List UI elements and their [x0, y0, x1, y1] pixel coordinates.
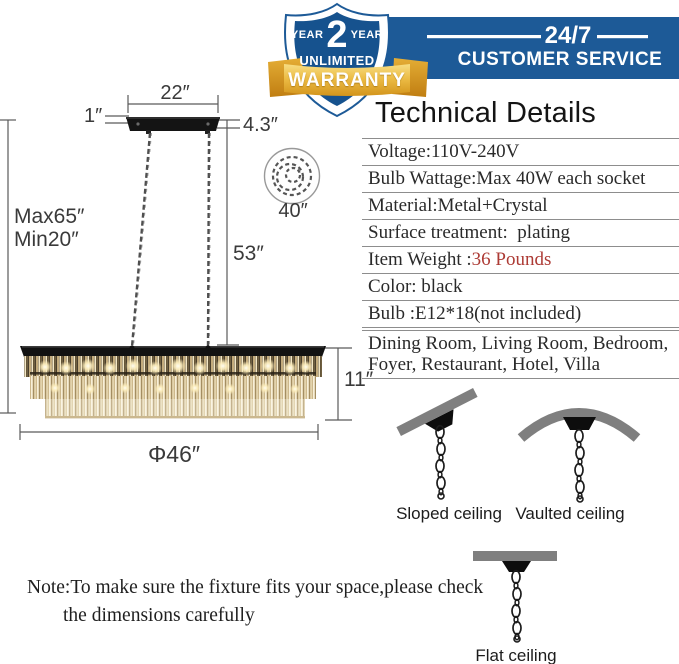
spec-row-color: Color: black	[362, 273, 679, 300]
spec-row-surface: Surface treatment: plating	[362, 219, 679, 246]
flat-ceiling-label: Flat ceiling	[475, 646, 557, 664]
spec-row-weight	[362, 246, 679, 273]
vaulted-ceiling-icon	[521, 413, 637, 502]
technical-details-table	[362, 138, 679, 379]
sloped-ceiling-icon	[396, 388, 483, 499]
flat-ceiling-icon	[473, 551, 557, 642]
ceiling-plate	[126, 117, 220, 134]
dim-fixture-width: Φ46″	[147, 441, 201, 467]
spec-weight-label: Item Weight :	[368, 249, 472, 270]
badge-unlimited-text: UNLIMITED	[299, 53, 375, 68]
spec-row-wattage: Bulb Wattage:Max 40W each socket	[362, 165, 679, 192]
badge-year-left: YEAR	[290, 28, 324, 41]
technical-details-title: Technical Details	[375, 97, 596, 129]
note-line-2: the dimensions carefully	[63, 605, 255, 626]
banner-subtitle: CUSTOMER SERVICE	[457, 49, 663, 70]
dim-canopy-lip: 1″	[84, 105, 103, 127]
dim-min-height: Min20″	[14, 228, 79, 251]
badge-year-right: YEAR	[350, 28, 384, 41]
banner-title: 24/7	[544, 22, 592, 49]
spec-row-bulb: Bulb :E12*18(not included)	[362, 300, 679, 327]
vaulted-ceiling-label: Vaulted ceiling	[515, 504, 625, 523]
chain-icon	[132, 133, 211, 347]
spec-row-material: Material:Metal+Crystal	[362, 192, 679, 219]
spec-weight-value: 36 Pounds	[471, 249, 552, 270]
dim-drop-height: 53″	[233, 242, 264, 265]
coiled-chain-icon	[265, 149, 320, 204]
badge-year-number: 2	[326, 13, 348, 56]
dim-max-height: Max65″	[14, 205, 85, 228]
spec-row-rooms: Dining Room, Living Room, Bedroom, Foyer, Restaurant, Hotel, Villa	[362, 327, 679, 378]
dim-chain-coil-length: 40″	[278, 200, 308, 222]
badge-year-text	[279, 13, 395, 56]
badge-warranty-text: WARRANTY	[288, 70, 406, 91]
chandelier-image	[20, 346, 326, 419]
spec-row-voltage: Voltage:110V-240V	[362, 138, 679, 165]
dim-canopy-height: 4.3″	[243, 114, 278, 136]
sloped-ceiling-label: Sloped ceiling	[396, 504, 502, 523]
note-line-1: Note:To make sure the fixture fits your space,please check	[27, 577, 484, 598]
technical-details-panel	[362, 96, 679, 379]
dim-canopy-width: 22″	[160, 82, 190, 104]
dim-fixture-height: 11″	[344, 368, 374, 391]
